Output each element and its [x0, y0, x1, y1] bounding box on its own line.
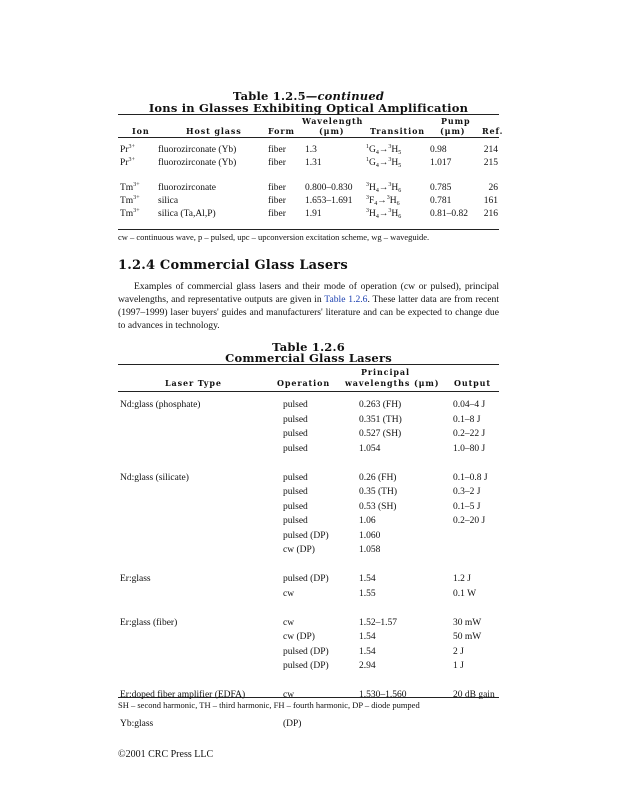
table2-header-rule [118, 391, 499, 392]
wavelength-cell: 1.91 [305, 209, 322, 219]
transition-upper-j: 4 [375, 163, 379, 169]
transition-arrow: → [378, 158, 389, 168]
operation-cell: pulsed [283, 502, 308, 512]
operation-cell: pulsed (DP) [283, 531, 329, 541]
output-cell: 0.3–2 J [453, 487, 481, 497]
pump-cell: 0.81–0.82 [430, 209, 468, 219]
transition-cell [366, 209, 401, 220]
laser-type-cell: Er:doped fiber amplifier (EDFA) [120, 690, 246, 700]
wavelength-cell: 1.52–1.57 [359, 618, 397, 628]
pump-cell: 0.781 [430, 196, 452, 206]
pump-cell: 0.785 [430, 183, 452, 193]
laser-type-cell: Er:glass [120, 574, 151, 584]
output-cell: 0.1–8 J [453, 415, 481, 425]
form-cell: fiber [268, 209, 286, 219]
table2-bottom-rule [118, 697, 499, 698]
wavelength-cell: 0.35 (TH) [359, 487, 397, 497]
output-cell: 0.2–20 J [453, 516, 486, 526]
output-cell: 0.1 W [453, 589, 477, 599]
ion-cell [120, 158, 135, 169]
transition-lower-term: H [391, 209, 399, 219]
wavelength-cell: 0.263 (FH) [359, 400, 402, 410]
output-cell: 1 J [453, 661, 464, 671]
operation-cell: pulsed (DP) [283, 574, 329, 584]
transition-cell [366, 158, 401, 169]
operation-cell: pulsed (DP) [283, 661, 329, 671]
output-cell: 1.2 J [453, 574, 471, 584]
host-glass-cell: silica (Ta,Al,P) [158, 209, 216, 219]
section-paragraph: Examples of commercial glass lasers and their mode of operation (cw or pulsed), principal wavelengths, and representative outputs are given in Table 1.2.6. These latter data are from recent (1997–1999) laser buyers' guides and manufacturers' literature and can be expected to change due to advances in technology. [118, 281, 499, 331]
transition-upper-j: 4 [375, 150, 379, 156]
transition-lower-term: H [391, 158, 399, 168]
table1-number: Table 1.2.5 [232, 89, 306, 103]
header-pump-unit: (μm) [440, 126, 466, 136]
ion-symbol: Pr [120, 158, 129, 168]
transition-cell [366, 183, 401, 194]
operation-cell: cw (DP) [283, 632, 315, 642]
operation-cell: cw [283, 589, 295, 599]
output-cell: 30 mW [453, 618, 482, 628]
table1-top-rule [118, 114, 499, 115]
transition-lower-j: 6 [396, 201, 400, 207]
header-wavelength: Wavelength [302, 116, 364, 126]
ion-charge: 3+ [133, 182, 140, 188]
transition-lower-multiplicity: 3 [388, 182, 392, 188]
table1-continued: —continued [305, 89, 385, 103]
transition-upper-multiplicity: 3 [366, 182, 369, 188]
ref-cell: 214 [483, 145, 498, 155]
header-ion: Ion [132, 126, 150, 136]
transition-lower-multiplicity: 3 [388, 144, 392, 150]
ref-cell: 216 [483, 209, 498, 219]
table2-subtitle: Commercial Glass Lasers [225, 351, 392, 365]
transition-upper-j: 4 [374, 201, 378, 207]
transition-upper-term: G [369, 158, 376, 168]
wavelength-cell: 0.527 (SH) [359, 429, 402, 439]
transition-lower-term: H [391, 145, 399, 155]
table1-bottom-rule [118, 229, 499, 230]
form-cell: fiber [268, 196, 286, 206]
table1-footnote: cw – continuous wave, p – pulsed, upc – upconversion excitation scheme, wg – waveguide. [118, 232, 430, 242]
ion-charge: 3+ [133, 195, 140, 201]
laser-type-cell: Nd:glass (silicate) [120, 472, 189, 483]
operation-cell: pulsed [283, 444, 308, 454]
header-operation: Operation [277, 378, 331, 388]
transition-lower-term: H [391, 183, 399, 193]
wavelength-cell: 0.800–0.830 [305, 183, 353, 193]
wavelength-cell: 1.3 [305, 145, 317, 155]
header-laser-type: Laser Type [165, 378, 222, 388]
wavelength-cell: 1.653–1.691 [305, 196, 353, 206]
ion-cell [120, 209, 140, 220]
header-wavelength-unit: (μm) [319, 126, 345, 136]
output-cell: 50 mW [453, 632, 482, 642]
output-cell: 0.2–22 J [453, 429, 486, 439]
ion-charge: 3+ [128, 157, 135, 163]
transition-lower-j: 5 [398, 150, 402, 156]
transition-arrow: → [378, 145, 389, 155]
table-1-2-6-link[interactable]: Table 1.2.6 [324, 294, 368, 305]
transition-lower-term: H [389, 196, 397, 206]
operation-cell: (DP) [283, 719, 302, 729]
table2-title: Table 1.2.6 [272, 340, 345, 354]
header-transition: Transition [370, 126, 426, 136]
wavelength-cell: 0.26 (FH) [359, 473, 397, 483]
operation-cell: pulsed [283, 473, 308, 483]
host-glass-cell: silica [158, 196, 179, 206]
operation-cell: cw [283, 690, 295, 700]
transition-upper-term: F [369, 196, 375, 206]
transition-upper-multiplicity: 1 [366, 157, 369, 163]
operation-cell: pulsed [283, 400, 308, 410]
wavelength-cell: 1.060 [359, 531, 381, 541]
host-glass-cell: fluorozirconate (Yb) [158, 158, 237, 168]
wavelength-cell: 1.55 [359, 589, 376, 599]
host-glass-cell: fluorozirconate (Yb) [158, 145, 237, 155]
transition-lower-multiplicity: 3 [388, 208, 392, 214]
operation-cell: pulsed [283, 487, 308, 497]
ion-charge: 3+ [133, 208, 140, 214]
output-cell: 0.04–4 J [453, 400, 486, 410]
copyright-footer: ©2001 CRC Press LLC [118, 749, 214, 760]
ion-cell [120, 196, 140, 207]
operation-cell: cw (DP) [283, 545, 315, 555]
laser-type-cell: Nd:glass (phosphate) [120, 400, 201, 410]
operation-cell: pulsed [283, 415, 308, 425]
transition-lower-j: 6 [398, 214, 402, 220]
ion-symbol: Tm [120, 183, 134, 193]
operation-cell: pulsed [283, 516, 308, 526]
ion-charge: 3+ [128, 144, 135, 150]
wavelength-cell: 0.53 (SH) [359, 502, 397, 512]
laser-type-cell: Yb:glass [120, 719, 154, 729]
wavelength-cell: 1.06 [359, 516, 376, 526]
transition-upper-term: H [369, 209, 376, 219]
form-cell: fiber [268, 183, 286, 193]
transition-upper-j: 4 [375, 188, 379, 194]
wavelength-cell: 1.54 [359, 632, 376, 642]
header-pump: Pump [441, 116, 471, 126]
form-cell: fiber [268, 145, 286, 155]
ref-cell: 215 [483, 158, 498, 168]
output-cell: 2 J [453, 647, 464, 657]
transition-lower-multiplicity: 3 [388, 157, 392, 163]
wavelength-cell: 1.31 [305, 158, 322, 168]
output-cell: 0.1–5 J [453, 502, 481, 512]
header-principal: Principal [361, 367, 410, 377]
ion-symbol: Tm [120, 209, 134, 219]
transition-upper-term: G [369, 145, 376, 155]
header-form: Form [268, 126, 295, 136]
wavelength-cell: 1.058 [359, 545, 381, 555]
transition-arrow: → [378, 209, 389, 219]
output-cell: 0.1–0.8 J [453, 473, 488, 483]
transition-upper-multiplicity: 1 [366, 144, 369, 150]
output-cell: 20 dB gain [453, 690, 495, 700]
ref-cell: 161 [483, 196, 498, 206]
header-ref: Ref. [482, 126, 504, 136]
transition-arrow: → [377, 196, 387, 206]
operation-cell: pulsed [283, 429, 308, 439]
ion-cell [120, 145, 135, 156]
laser-type-cell: Er:glass (fiber) [120, 617, 178, 628]
ion-symbol: Tm [120, 196, 134, 206]
ref-cell: 26 [488, 183, 498, 193]
wavelength-cell: 0.351 (TH) [359, 415, 402, 425]
ion-cell [120, 183, 140, 194]
pump-cell: 0.98 [430, 145, 447, 155]
table1-header-rule [118, 137, 499, 138]
transition-upper-multiplicity: 3 [366, 208, 369, 214]
section-heading: 1.2.4 Commercial Glass Lasers [118, 258, 348, 273]
transition-lower-multiplicity: 3 [386, 195, 390, 201]
transition-arrow: → [378, 183, 389, 193]
output-cell: 1.0–80 J [453, 444, 486, 454]
transition-cell [366, 196, 400, 207]
form-cell: fiber [268, 158, 286, 168]
header-host-glass: Host glass [186, 126, 242, 136]
operation-cell: pulsed (DP) [283, 647, 329, 657]
transition-lower-j: 6 [398, 188, 402, 194]
header-output: Output [454, 378, 491, 388]
transition-upper-j: 4 [375, 214, 379, 220]
transition-lower-j: 5 [398, 163, 402, 169]
ion-symbol: Pr [120, 145, 129, 155]
wavelength-cell: 2.94 [359, 661, 376, 671]
table1-subtitle: Ions in Glasses Exhibiting Optical Amplification [148, 101, 469, 115]
transition-upper-term: H [369, 183, 376, 193]
transition-upper-multiplicity: 3 [366, 195, 369, 201]
transition-cell [366, 145, 401, 156]
wavelength-cell: 1.054 [359, 444, 381, 454]
pump-cell: 1.017 [430, 158, 452, 168]
header-wavelengths: wavelengths (μm) [345, 378, 440, 388]
table2-top-rule [118, 364, 499, 365]
wavelength-cell: 1.54 [359, 647, 376, 657]
wavelength-cell: 1.530–1.560 [359, 690, 407, 700]
host-glass-cell: fluorozirconate [158, 183, 217, 193]
table2-footnote: SH – second harmonic, TH – third harmonic, FH – fourth harmonic, DP – diode pumped [118, 700, 420, 710]
operation-cell: cw [283, 618, 295, 628]
wavelength-cell: 1.54 [359, 574, 376, 584]
